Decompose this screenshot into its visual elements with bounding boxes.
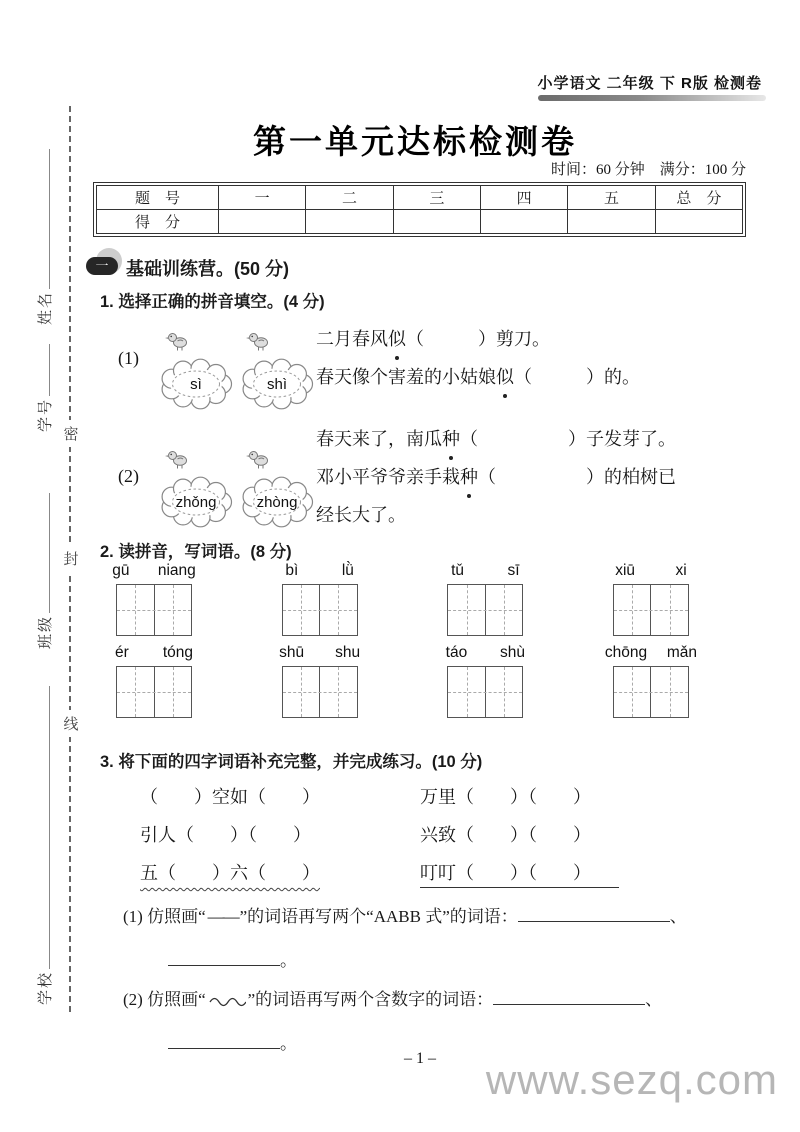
writing-grid-box xyxy=(613,584,689,636)
idiom-left xyxy=(140,856,420,894)
pinyin-syllable: tóng xyxy=(162,644,193,661)
page-number: – 1 – xyxy=(404,1050,436,1067)
question-3-stem: 3. 将下面的四字词语补充完整，并完成练习。(10 分) xyxy=(100,753,483,771)
bird-icon xyxy=(165,334,187,351)
pinyin-cloud xyxy=(237,446,316,528)
question-1-part xyxy=(118,320,782,410)
pinyin-label xyxy=(429,644,541,662)
score-col-header: 二 xyxy=(306,186,393,210)
score-empty-cell xyxy=(480,210,567,234)
grid-dashed-midline xyxy=(117,692,191,693)
text-run: 。 xyxy=(280,951,297,970)
text-run: 二月春风 xyxy=(316,329,388,349)
idiom-right xyxy=(420,780,591,818)
section-number-badge: 一 xyxy=(86,257,118,275)
bird-icon xyxy=(246,334,268,351)
writing-grid-box xyxy=(116,666,192,718)
grid-dashed-midline xyxy=(614,692,688,693)
sub-question xyxy=(123,905,773,973)
idiom-row xyxy=(140,780,740,818)
score-col-header: 题 号 xyxy=(97,186,219,210)
sidebar-field-blank-line xyxy=(35,344,50,396)
pinyin-label xyxy=(98,562,210,580)
part-text-lines xyxy=(316,320,782,396)
text-run: （ ）的柏树已 xyxy=(478,467,676,487)
writing-grid-box xyxy=(447,584,523,636)
score-empty-cell xyxy=(219,210,306,234)
answer-blank xyxy=(168,1034,280,1049)
idiom-row xyxy=(140,818,740,856)
score-col-header: 四 xyxy=(480,186,567,210)
pinyin-cloud-group xyxy=(156,420,316,528)
pinyin-label xyxy=(595,562,707,580)
pinyin-cloud xyxy=(156,446,235,528)
question-1-stem: 1. 选择正确的拼音填空。(4 分) xyxy=(100,293,325,311)
pinyin-syllable: gū xyxy=(112,562,130,579)
text-run: ”的词语再写两个含数字的词语： xyxy=(247,990,494,1009)
score-empty-cell xyxy=(306,210,393,234)
pinyin-cloud xyxy=(237,328,316,410)
score-empty-cell xyxy=(393,210,480,234)
sub-question-line xyxy=(123,988,773,1012)
svg-text:zhòng: zhòng xyxy=(256,494,298,511)
text-run: 春天像个害羞的小姑娘 xyxy=(316,367,496,387)
pinyin-syllable: lǜ xyxy=(341,562,354,579)
bird-icon xyxy=(246,452,268,469)
pinyin-syllable: shù xyxy=(499,644,525,661)
edition-label: 小学语文 二年级 下 R版 检测卷 xyxy=(537,75,762,92)
pinyin-syllable: chōng xyxy=(604,644,648,661)
sentence-line xyxy=(316,320,782,358)
sidebar-field-blank-line xyxy=(35,686,50,969)
writing-grid-box xyxy=(116,584,192,636)
grid-dashed-midline xyxy=(614,610,688,611)
pinyin-word-group xyxy=(595,644,707,718)
wavy-line-symbol xyxy=(206,990,248,1009)
sidebar-field-label: 姓名 xyxy=(38,290,54,325)
idiom-row xyxy=(140,856,740,894)
idiom-left xyxy=(140,780,420,818)
writing-grid-box xyxy=(613,666,689,718)
question-3-word-rows xyxy=(140,780,740,894)
emphasized-char: 种 xyxy=(442,420,460,458)
pinyin-syllable: mǎn xyxy=(666,644,698,661)
sentence-line xyxy=(316,420,782,458)
idiom-right xyxy=(420,818,591,856)
pinyin-word-group xyxy=(264,644,376,718)
seal-char: 密 xyxy=(60,420,82,447)
text-run: 。 xyxy=(280,1034,297,1053)
writing-grid-box xyxy=(282,584,358,636)
part-number: (1) xyxy=(118,348,139,368)
text-run: （ ）剪刀。 xyxy=(406,329,550,349)
text-run: ”的词语再写两个“AABB 式”的词语： xyxy=(239,907,518,926)
answer-blank xyxy=(493,990,645,1005)
pinyin-grid-row xyxy=(98,562,707,636)
sidebar-field xyxy=(34,493,56,649)
paper-title: 第一单元达标检测卷 xyxy=(253,122,577,161)
emphasized-char: 种 xyxy=(460,458,478,496)
text-run: 春天来了，南瓜 xyxy=(316,429,442,449)
score-col-header: 一 xyxy=(219,186,306,210)
sentence-line xyxy=(316,358,782,396)
idiom-left xyxy=(140,818,420,856)
section-title: 基础训练营。(50 分) xyxy=(126,259,290,279)
pinyin-syllable: tǔ xyxy=(451,562,464,579)
pinyin-word-group xyxy=(429,644,541,718)
text-run: (2) 仿照画“ xyxy=(123,990,206,1009)
part-text-lines xyxy=(316,420,782,534)
pinyin-cloud xyxy=(156,328,235,410)
sidebar-field-blank-line xyxy=(35,149,50,289)
pinyin-label xyxy=(264,644,376,662)
writing-grid-box xyxy=(282,666,358,718)
sidebar-field-label: 学校 xyxy=(38,970,54,1005)
pinyin-label xyxy=(264,562,376,580)
emphasized-char: 似 xyxy=(388,320,406,358)
grid-dashed-midline xyxy=(283,610,357,611)
pinyin-cloud-group xyxy=(156,320,316,410)
text-run: （ ）子发芽了。 xyxy=(460,429,676,449)
text-run: (1) 仿照画“ xyxy=(123,907,206,926)
exam-meta: 时间：60 分钟 满分：100 分 xyxy=(550,162,746,178)
sub-question-line xyxy=(123,905,773,929)
idiom-text: 引人（ ）（ ） xyxy=(140,825,311,845)
pinyin-syllable: xi xyxy=(675,562,687,579)
sentence-line xyxy=(316,458,782,496)
bird-icon xyxy=(165,452,187,469)
emphasized-char: 似 xyxy=(496,358,514,396)
sidebar-field-blank-line xyxy=(35,493,50,613)
grid-dashed-midline xyxy=(448,610,522,611)
question-1-part xyxy=(118,420,782,534)
pinyin-word-group xyxy=(98,644,210,718)
pinyin-word-group xyxy=(264,562,376,636)
grid-dashed-midline xyxy=(117,610,191,611)
pinyin-word-group xyxy=(98,562,210,636)
header-underline-bar xyxy=(538,95,766,101)
svg-text:shì: shì xyxy=(266,376,288,393)
sidebar-field-label: 学号 xyxy=(38,397,54,432)
text-run: 经长大了。 xyxy=(316,505,406,525)
text-run: 邓小平爷爷亲手栽 xyxy=(316,467,460,487)
score-col-header: 五 xyxy=(568,186,655,210)
sidebar-field-label: 班级 xyxy=(38,614,54,649)
score-table-header-row xyxy=(97,186,743,210)
pinyin-syllable: táo xyxy=(445,644,468,661)
text-run: 、 xyxy=(669,907,687,926)
score-col-header: 总 分 xyxy=(655,186,742,210)
sidebar-field xyxy=(34,686,56,1005)
writing-grid-box xyxy=(447,666,523,718)
pinyin-syllable: ér xyxy=(115,644,129,661)
watermark: www.sezq.com xyxy=(485,1056,778,1103)
seal-char: 线 xyxy=(60,710,82,737)
pinyin-grid-row xyxy=(98,644,707,718)
svg-text:sì: sì xyxy=(190,376,202,393)
idiom-text: 五（ ）六（ ） xyxy=(140,863,320,883)
pinyin-word-group xyxy=(595,562,707,636)
sidebar-field xyxy=(34,149,56,325)
sidebar-field xyxy=(34,344,56,432)
sentence-line xyxy=(316,496,782,534)
grid-dashed-midline xyxy=(448,692,522,693)
score-empty-cell xyxy=(655,210,742,234)
seal-char: 封 xyxy=(60,545,82,572)
pinyin-syllable: xiū xyxy=(615,562,636,579)
answer-blank xyxy=(168,951,280,966)
sub-question xyxy=(123,988,773,1056)
score-table xyxy=(93,182,746,237)
text-run: （ ）的。 xyxy=(514,367,640,387)
idiom-text: 万里（ ）（ ） xyxy=(420,787,591,807)
pinyin-label xyxy=(595,644,707,662)
dash-line-symbol: —— xyxy=(207,907,238,926)
pinyin-label xyxy=(98,644,210,662)
pinyin-word-group xyxy=(429,562,541,636)
idiom-text: （ ）空如（ ） xyxy=(140,787,320,807)
pinyin-syllable: niang xyxy=(157,562,196,579)
grid-dashed-midline xyxy=(283,692,357,693)
score-table-score-row xyxy=(97,210,743,234)
part-number: (2) xyxy=(118,466,139,486)
answer-blank xyxy=(518,907,670,922)
svg-text:zhǒng: zhǒng xyxy=(175,494,217,511)
score-empty-cell xyxy=(568,210,655,234)
score-row-label: 得 分 xyxy=(97,210,219,234)
pinyin-label xyxy=(429,562,541,580)
idiom-text: 叮叮（ ）（ ） xyxy=(420,863,619,888)
sub-question-line xyxy=(168,949,773,973)
pinyin-syllable: shu xyxy=(335,644,361,661)
idiom-right xyxy=(420,856,619,894)
idiom-text: 兴致（ ）（ ） xyxy=(420,825,591,845)
question-2-stem: 2. 读拼音，写词语。(8 分) xyxy=(100,543,292,561)
pinyin-syllable: shū xyxy=(279,644,305,661)
text-run: 、 xyxy=(645,990,663,1009)
score-col-header: 三 xyxy=(393,186,480,210)
pinyin-syllable: bì xyxy=(285,562,299,579)
pinyin-syllable: sī xyxy=(507,562,520,579)
